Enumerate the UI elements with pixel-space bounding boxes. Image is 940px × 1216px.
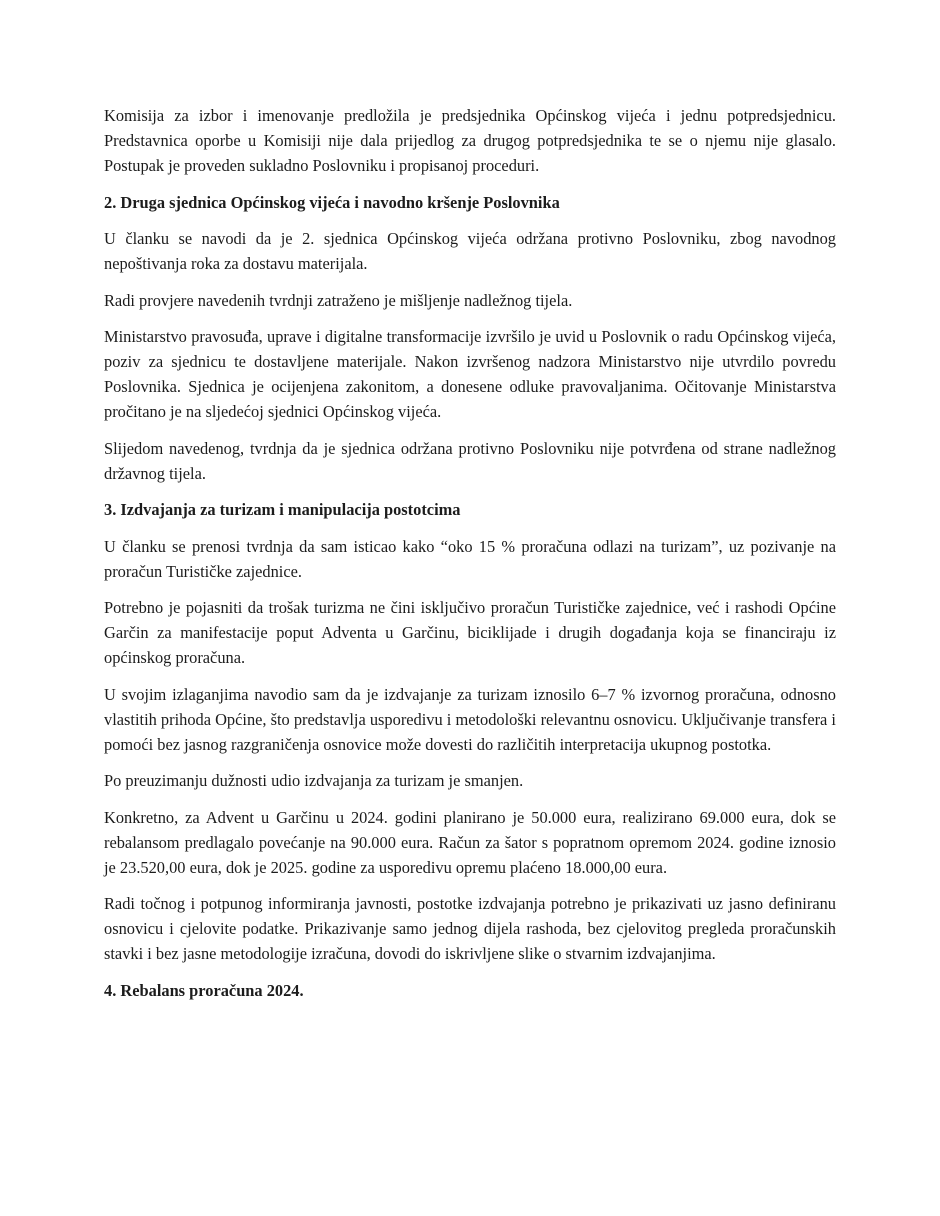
paragraph-share-reduced: Po preuzimanju dužnosti udio izdvajanja za turizam je smanjen. bbox=[104, 771, 524, 790]
paragraph-ministry: Ministarstvo pravosuđa, uprave i digitalne transformacije izvršilo je uvid u Poslovnik o radu Općinskog vijeća, poziv za sjednicu te dostavljene materijale. Nakon izvršenog nadzora Ministarstvo nije utvrdilo povredu Poslovnika. Sjednica je ocijenjena zakonitom, a donesene odluke pravovaljanima. Očitovanje Ministarstva pročitano je na sljedećoj sjednici Općinskog vijeća. bbox=[104, 327, 836, 421]
paragraph-advent-figures: Konkretno, za Advent u Garčinu u 2024. godini planirano je 50.000 eura, realizirano 69.000 eura, dok se rebalansom predlagalo povećanje na 90.000 eura. Račun za šator s popratnom opremom 2024. godine iznosio je 23.520,00 eura, dok je 2025. godine za usporedivu opremu plaćeno 18.000,00 eura. bbox=[104, 807, 836, 877]
paragraph-tourism-percent: U svojim izlaganjima navodio sam da je izdvajanje za turizam iznosilo 6–7 % izvornog proračuna, odnosno vlastitih prihoda Općine, što predstavlja usporedivu i metodološki relevantnu osnovicu. Uključivanje transfera i pomoći bez jasnog razgraničenja osnovice može dovesti do različitih interpretacija ukupnog postotka. bbox=[104, 684, 836, 754]
paragraph-public-info: Radi točnog i potpunog informiranja javnosti, postotke izdvajanja potrebno je prikazivati uz jasno definiranu osnovicu i cjelovite podatke. Prikazivanje samo jednog dijela rashoda, bez cjelovitog pregleda proračunskih stavki i bez jasne metodologije izračuna, dovodi do iskrivljene slike o stvarnim izdvajanjima. bbox=[104, 894, 836, 963]
paragraph-tourism-costs: Potrebno je pojasniti da trošak turizma ne čini isključivo proračun Turističke zajednice, već i rashodi Općine Garčin za manifestacije poput Adventa u Garčinu, biciklijade i drugih događanja koja se financiraju iz općinskog proračuna. bbox=[104, 598, 836, 667]
paragraph-verification: Radi provjere navedenih tvrdnji zatraženo je mišljenje nadležnog tijela. bbox=[104, 290, 573, 310]
paragraph-second-session: U članku se navodi da je 2. sjednica Općinskog vijeća održana protivno Poslovniku, zbog navodnog nepoštivanja roka za dostavu materijala. bbox=[104, 229, 836, 273]
paragraph-tourism-claim: U članku se prenosi tvrdnja da sam isticao kako “oko 15 % proračuna odlazi na turizam”, uz pozivanje na proračun Turističke zajednice. bbox=[104, 536, 836, 581]
section-heading-3: 3. Izdvajanja za turizam i manipulacija postotcima bbox=[104, 500, 461, 519]
paragraph-commission: Komisija za izbor i imenovanje predložila je predsjednika Općinskog vijeća i jednu potpredsjednicu. Predstavnica oporbe u Komisiji nije dala prijedlog za drugog potpredsjednika te se o njemu nije glasalo. Postupak je proveden sukladno Poslovniku i propisanoj proceduri. bbox=[104, 106, 836, 175]
document-page bbox=[104, 103, 836, 1014]
section-heading-2: 2. Druga sjednica Općinskog vijeća i navodno kršenje Poslovnika bbox=[104, 192, 560, 212]
paragraph-conclusion: Slijedom navedenog, tvrdnja da je sjednica održana protivno Poslovniku nije potvrđena od strane nadležnog državnog tijela. bbox=[104, 438, 836, 483]
section-heading-4: 4. Rebalans proračuna 2024. bbox=[104, 980, 304, 1000]
